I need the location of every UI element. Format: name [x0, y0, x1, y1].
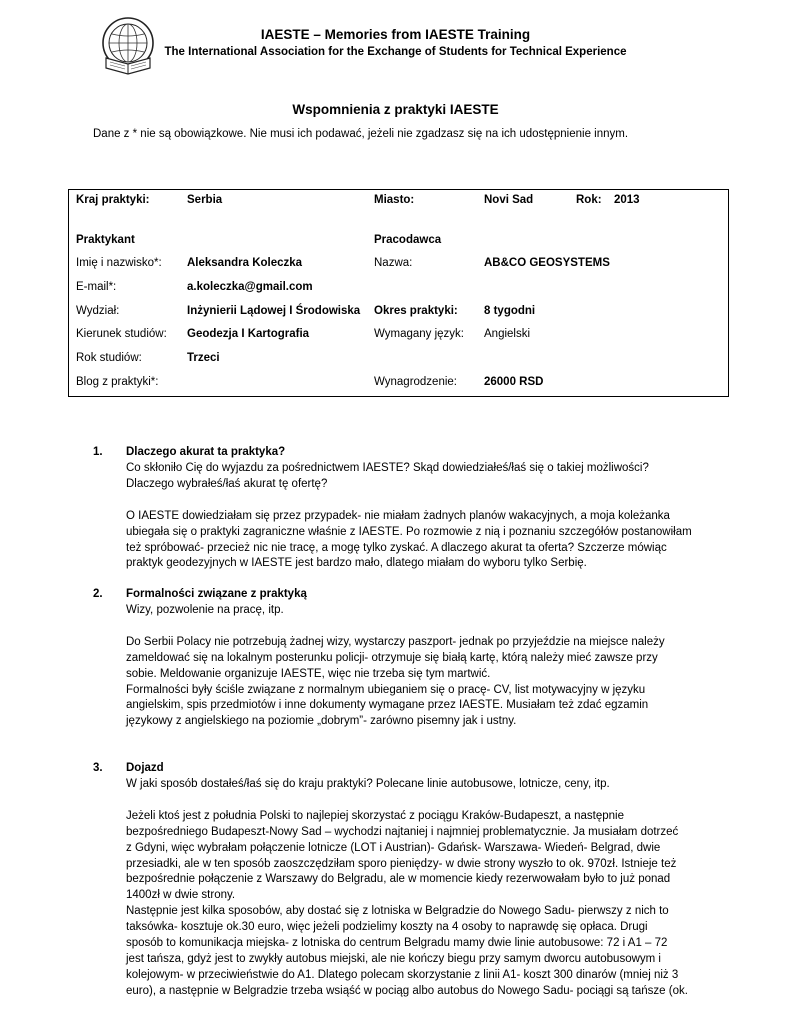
country-value: Serbia [187, 194, 223, 206]
answer-line: Jeżeli ktoś jest z południa Polski to najlepiej skorzystać z pociągu Kraków-Budapeszt, a następnie [126, 809, 624, 822]
employer-name-label: Nazwa: [374, 257, 413, 269]
faculty-label: Wydział: [76, 305, 120, 317]
section-question: W jaki sposób dostałeś/łaś się do kraju praktyki? Polecane linie autobusowe, lotnicze, ceny, itp. [126, 777, 610, 790]
name-value: Aleksandra Koleczka [187, 257, 303, 269]
answer-line: angielskim, spis przedmiotów i inne dokumenty wymagane przez IAESTE. Musiałam też zdać egzamin [126, 699, 649, 712]
study-year-label: Rok studiów: [76, 352, 142, 364]
answer-line: Do Serbii Polacy nie potrzebują żadnej wizy, wystarczy paszport- jednak po przyjeździe na miejsce należy [126, 635, 665, 648]
answer-line: bezpośredniego Budapeszt-Nowy Sad – wychodzi najtaniej i najmniej problematycznie. Ja musiałam dotrzeć [126, 825, 679, 838]
section-title: Formalności związane z praktyką [126, 588, 307, 600]
section-title: Dlaczego akurat ta praktyka? [126, 446, 286, 458]
year-label: Rok: [576, 194, 602, 206]
answer-line: Następnie jest kilka sposobów, aby dostać się z lotniska w Belgradzie do Nowego Sadu- pierwszy z nich to [126, 905, 669, 918]
city-value: Novi Sad [484, 194, 534, 206]
language-label: Wymagany język: [374, 328, 465, 340]
spacer [126, 619, 731, 635]
year-value: 2013 [614, 194, 640, 206]
section-number: 2. [93, 588, 103, 600]
answer-line: przesiadki, ale w ten sposób zaoszczędziłam sporo pieniędzy- w dwie strony wyszło to ok. 970zł. Istnieje też [126, 857, 677, 870]
intro-note: Dane z * nie są obowiązkowe. Nie musi ich podawać, jeżeli nie zgadzasz się na ich udostępnienie innym. [93, 128, 629, 140]
answer-line: kolejowym- w przeciwieństwie do A1. Dlatego polecam skorzystanie z linii A1- koszt 300 dinarów (mniej niż 3 [126, 968, 679, 981]
answer-line: też spróbować- przecież nic nie tracę, a mogę tylko zyskać. A dlaczego akurat ta oferta? Szczerze mówiąc [126, 541, 667, 554]
city-label: Miasto: [374, 194, 415, 206]
answer-line: sposób to komunikacja miejska- z lotniska do centrum Belgradu mamy dwie linie autobusowe: 72 i A1 – 72 [126, 937, 668, 950]
section-question: Wizy, pozwolenie na pracę, itp. [126, 603, 284, 616]
answer-line: ubiegała się o praktyki zagraniczne właśnie z IAESTE. Po rozmowie z nią i poznaniu szczegółów postanowiłam [126, 525, 692, 538]
answer-line: językowy z angielskiego na poziomie „dobrym”- zarówno pisemny jak i ustny. [126, 715, 517, 728]
email-label: E-mail*: [76, 281, 117, 293]
answer-line: O IAESTE dowiedziałam się przez przypadek- nie miałam żadnych planów wakacyjnych, a moja koleżanka [126, 509, 670, 522]
employer-heading: Pracodawca [374, 234, 442, 246]
trainee-heading: Praktykant [76, 234, 135, 246]
answer-line: zameldować się na lokalnym posterunku policji- otrzymuje się białą kartę, którą należy mieć zawsze przy [126, 651, 658, 664]
salary-label: Wynagrodzenie: [374, 376, 457, 388]
study-year-value: Trzeci [187, 352, 220, 364]
training-info-table [68, 189, 729, 397]
header-subtitle: The International Association for the Exchange of Students for Technical Experience [164, 46, 627, 58]
period-value: 8 tygodni [484, 305, 536, 317]
answer-line: z Gdyni, więc wybrałam połączenie lotnicze (LOT i Austrian)- Gdańsk- Warszawa- Wiedeń- Belgrad, dwie [126, 841, 661, 854]
field-label: Kierunek studiów: [76, 328, 167, 340]
employer-name-value: AB&CO GEOSYSTEMS [484, 257, 610, 269]
section-number: 1. [93, 446, 103, 458]
country-label: Kraj praktyki: [76, 194, 150, 206]
field-value: Geodezja I Kartografia [187, 328, 310, 340]
period-label: Okres praktyki: [374, 305, 458, 317]
answer-line: euro), a następnie w Belgradzie trzeba wsiąść w pociąg albo autobus do Nowego Sadu- pociągi są tańsze (ok. [126, 984, 688, 997]
salary-value: 26000 RSD [484, 376, 544, 388]
section-question: Dlaczego wybrałeś/łaś akurat tę ofertę? [126, 477, 328, 490]
faculty-value: Inżynierii Lądowej I Środowiska [187, 305, 361, 317]
answer-line: sobie. Meldowanie organizuje IAESTE, więc nie trzeba się tym martwić. [126, 667, 491, 680]
answer-line: taksówka- kosztuje ok.30 euro, więc jeżeli podzielimy koszty na 4 osoby to naprawdę się opłaca. Drugi [126, 921, 648, 934]
name-label: Imię i nazwisko*: [76, 257, 162, 269]
section-number: 3. [93, 762, 103, 774]
blog-label: Blog z praktyki*: [76, 376, 159, 388]
answer-line: 1400zł w dwie strony. [126, 889, 236, 902]
answer-line: Formalności były ściśle związane z normalnym ubieganiem się o pracę- CV, list motywacyjny w języku [126, 683, 646, 696]
spacer [126, 793, 731, 809]
answer-line: praktyk geodezyjnych w IAESTE jest bardzo mało, dlatego miałam do wyboru tylko Serbię. [126, 557, 587, 570]
spacer [126, 493, 731, 509]
section-question: Co skłoniło Cię do wyjazdu za pośrednictwem IAESTE? Skąd dowiedziałeś/łaś się o takiej możliwości? [126, 461, 649, 474]
answer-line: jest tańsza, gdyż jest to zwykły autobus miejski, ale nie kończy biegu przy samym dworcu autobusowym i [126, 952, 661, 965]
answer-line: bezpośrednie połączenie z Warszawy do Belgradu, ale w momencie kiedy rezerwowałam było to już ponad [126, 873, 671, 886]
document-title: Wspomnienia z praktyki IAESTE [292, 102, 499, 117]
header-title: IAESTE – Memories from IAESTE Training [260, 27, 531, 42]
email-value: a.koleczka@gmail.com [187, 281, 313, 293]
language-value: Angielski [484, 328, 531, 340]
section-title: Dojazd [126, 762, 164, 774]
